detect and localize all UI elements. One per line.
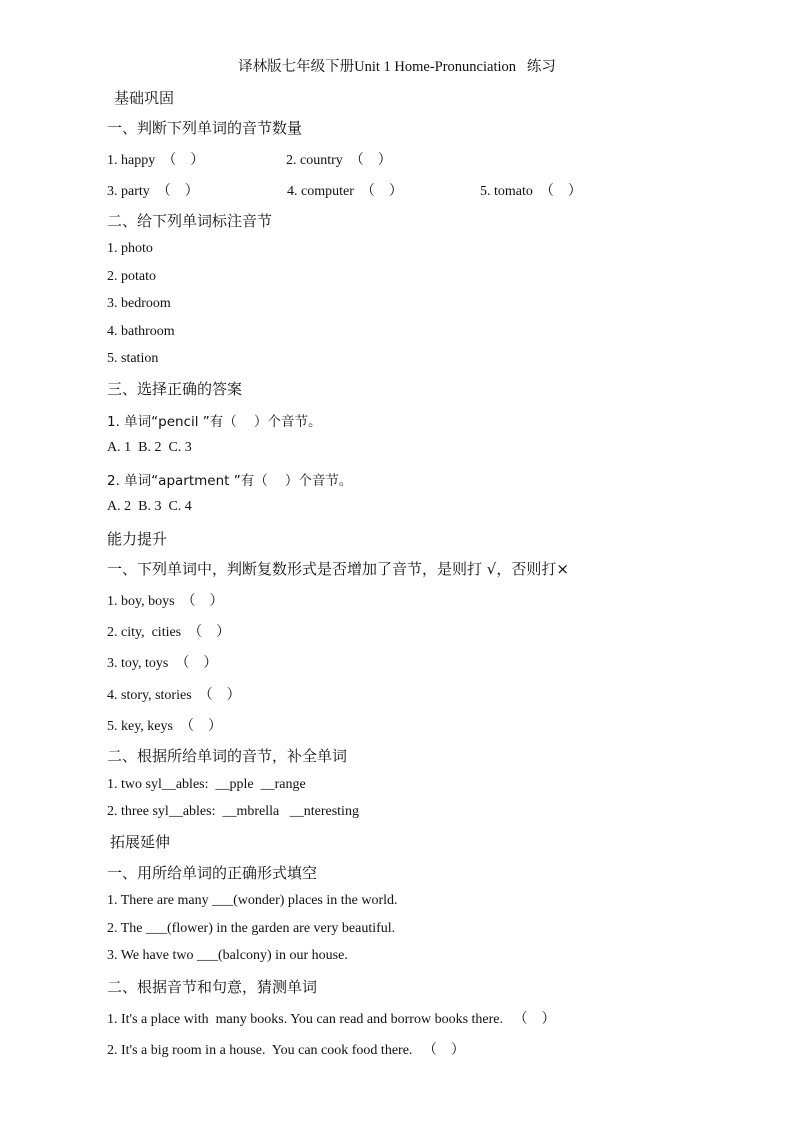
question-item: 1. boy, boys （ ） bbox=[107, 594, 224, 609]
question-heading: 三、选择正确的答案 bbox=[107, 380, 243, 398]
section-label-basic: 基础巩固 bbox=[114, 89, 175, 107]
question-item: A. 1 B. 2 C. 3 bbox=[107, 440, 192, 455]
question-item: 5. station bbox=[107, 351, 159, 366]
question-item: 1. There are many ___(wonder) places in the world. bbox=[107, 893, 398, 908]
question-item: 1. photo bbox=[107, 241, 153, 256]
question-item: 1. happy （ ） bbox=[107, 153, 205, 168]
question-item: 2. The ___(flower) in the garden are very beautiful. bbox=[107, 921, 396, 936]
question-item: 5. key, keys （ ） bbox=[107, 719, 222, 734]
question-item: 2. It's a big room in a house. You can cook food there. （ ） bbox=[107, 1043, 465, 1058]
section-label-extend: 拓展延伸 bbox=[110, 833, 171, 851]
question-item: 3. toy, toys （ ） bbox=[107, 656, 218, 671]
question-item: 2. country （ ） bbox=[286, 153, 392, 168]
question-item: A. 2 B. 3 C. 4 bbox=[107, 499, 192, 514]
question-item: 2. 单词“apartment ”有（ ）个音节。 bbox=[107, 473, 353, 489]
question-item: 1. two syl__ables: __pple __range bbox=[107, 777, 306, 792]
question-heading: 二、根据音节和句意，猜测单词 bbox=[107, 978, 318, 996]
question-item: 4. story, stories （ ） bbox=[107, 688, 241, 703]
question-item: 5. tomato （ ） bbox=[480, 184, 582, 199]
question-heading: 二、给下列单词标注音节 bbox=[107, 212, 273, 230]
question-heading: 一、用所给单词的正确形式填空 bbox=[107, 864, 318, 882]
question-item: 1. It's a place with many books. You can read and borrow books there. （ ） bbox=[107, 1012, 556, 1027]
document-title: 译林版七年级下册Unit 1 Home-Pronunciation 练习 bbox=[238, 59, 556, 75]
question-item: 4. bathroom bbox=[107, 324, 175, 339]
question-heading: 一、判断下列单词的音节数量 bbox=[107, 119, 303, 137]
question-item: 2. three syl__ables: __mbrella __nteresting bbox=[107, 804, 359, 819]
question-item: 3. We have two ___(balcony) in our house. bbox=[107, 948, 348, 963]
question-item: 3. party （ ） bbox=[107, 184, 199, 199]
question-heading: 二、根据所给单词的音节，补全单词 bbox=[107, 747, 348, 765]
question-item: 2. city, cities （ ） bbox=[107, 625, 231, 640]
question-item: 1. 单词“pencil ”有（ ）个音节。 bbox=[107, 414, 322, 430]
question-item: 3. bedroom bbox=[107, 296, 171, 311]
question-item: 2. potato bbox=[107, 269, 156, 284]
question-heading: 一、下列单词中，判断复数形式是否增加了音节，是则打 √，否则打× bbox=[107, 560, 569, 578]
question-item: 4. computer （ ） bbox=[287, 184, 403, 199]
section-label-improve: 能力提升 bbox=[107, 530, 168, 548]
